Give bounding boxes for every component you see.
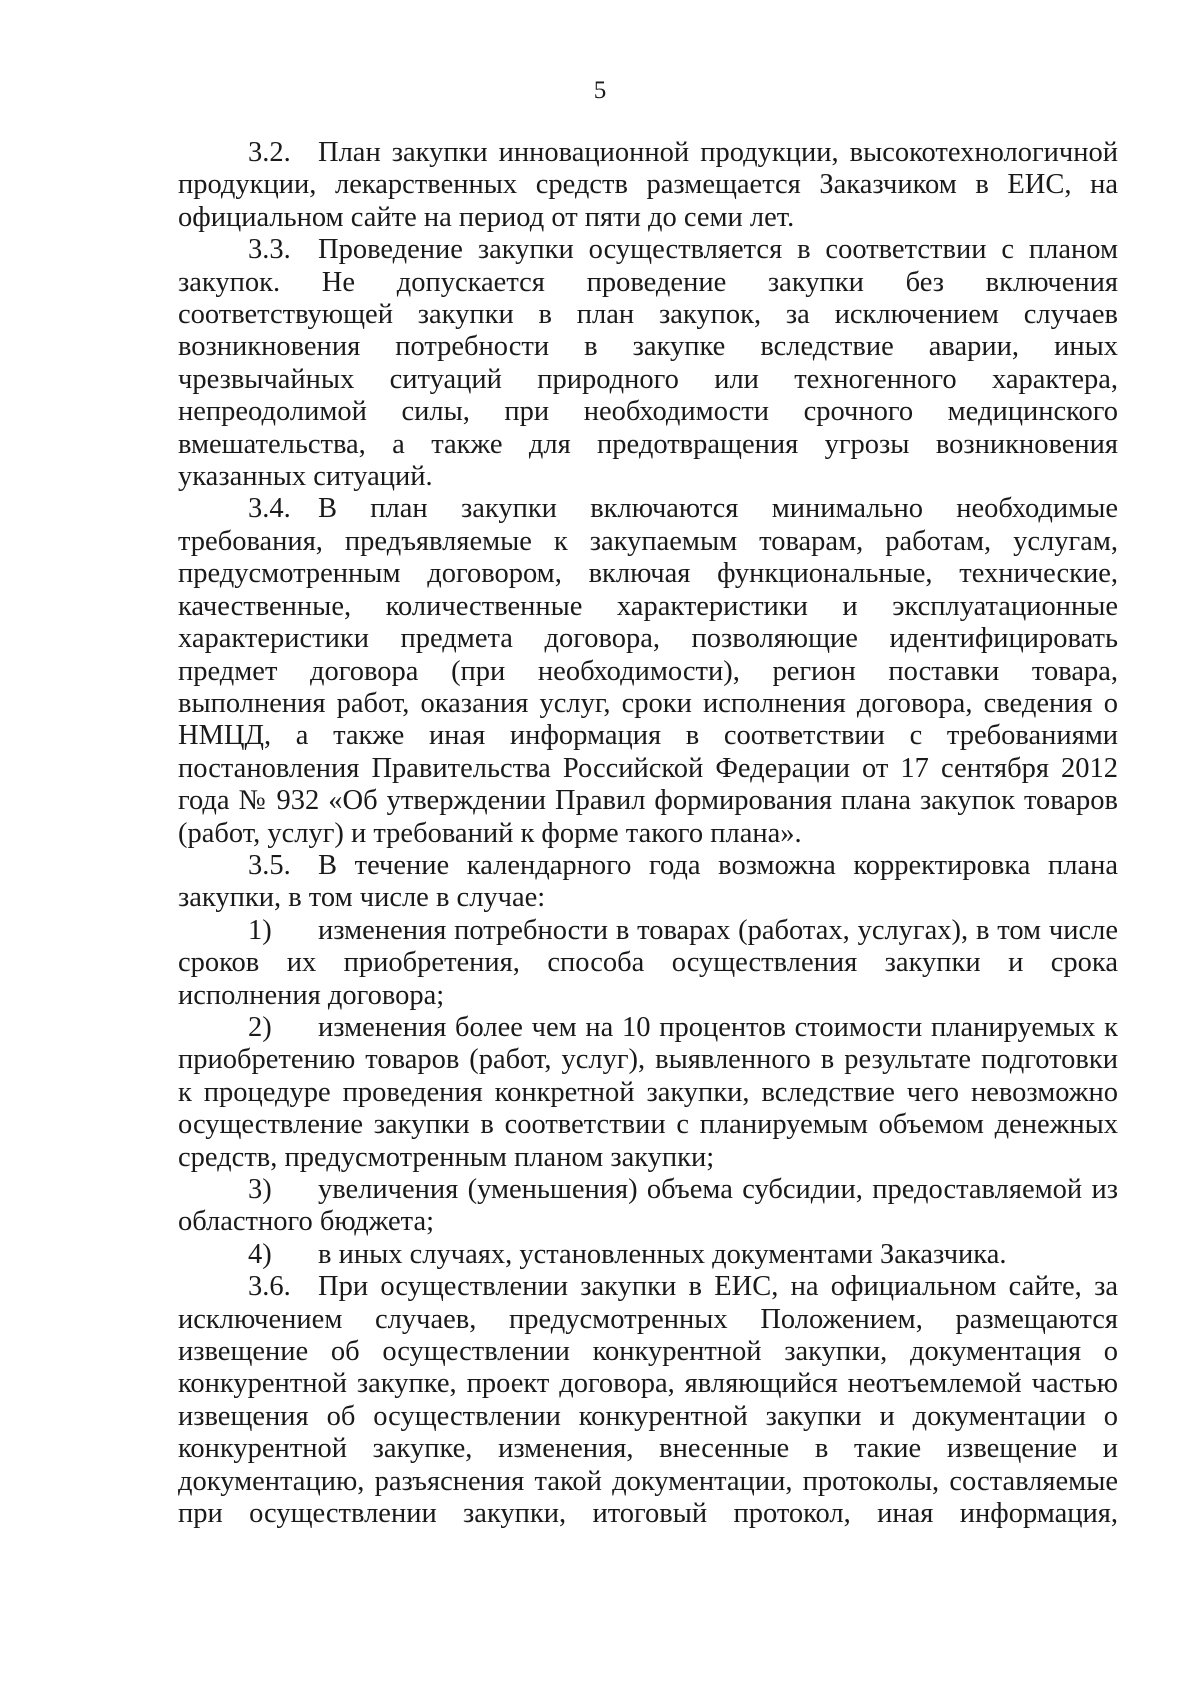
- paragraph-3-6: [178, 1271, 1118, 1530]
- paragraph-3-4: [178, 493, 1118, 849]
- paragraph-text: При осуществлении закупки в ЕИС, на официальном сайте, за исключением случаев, предусмотренных Положением, размещаются извещение об осуществлении конкурентной закупки, документация о конкурентной закупке, проект договора, являющийся неотъемлемой частью извещения об осуществлении конкурентной закупки и документации о конкурентной закупке, изменения, внесенные в такие извещение и документацию, разъяснения такой документации, протоколы, составляемые при осуществлении закупки, итоговый протокол, иная информация,: [178, 1271, 1118, 1530]
- page-number: 5: [593, 77, 607, 104]
- list-item-4: [178, 1239, 1118, 1271]
- list-item-text: изменения более чем на 10 процентов стоимости планируемых к приобретению товаров (работ, услуг), выявленного в результате подготовки к процедуре проведения конкретной закупки, вследствие чего невозможно осуществление закупки в соответствии с планируемым объемом денежных средств, предусмотренным планом закупки;: [178, 1011, 1118, 1173]
- paragraph-text: В план закупки включаются минимально необходимые требования, предъявляемые к закупаемым товарам, работам, услугам, предусмотренным договором, включая функциональные, технические, качественные, количественные характеристики и эксплуатационные характеристики предмета договора, позволяющие идентифицировать предмет договора (при необходимости), регион поставки товара, выполнения работ, оказания услуг, сроки исполнения договора, сведения о НМЦД, а также иная информация в соответствии с требованиями постановления Правительства Российской Федерации от 17 сентября 2012 года № 932 «Об утверждении Правил формирования плана закупок товаров (работ, услуг) и требований к форме такого плана».: [178, 493, 1118, 849]
- list-item-number: 3): [248, 1174, 272, 1205]
- list-item-1: [178, 915, 1118, 1012]
- paragraph-text: Проведение закупки осуществляется в соответствии с планом закупок. Не допускается проведение закупки без включения соответствующей закупки в план закупок, за исключением случаев возникновения потребности в закупке вследствие аварии, иных чрезвычайных ситуаций природного или техногенного характера, непреодолимой силы, при необходимости срочного медицинского вмешательства, а также для предотвращения угрозы возникновения указанных ситуаций.: [178, 234, 1118, 493]
- paragraph-number: 3.3.: [248, 234, 291, 266]
- list-item-number: 1): [248, 914, 272, 946]
- list-item-text: в иных случаях, установленных документами Заказчика.: [318, 1238, 1007, 1270]
- list-item-number: 4): [248, 1238, 272, 1270]
- paragraph-text: План закупки инновационной продукции, высокотехнологичной продукции, лекарственных средств размещается Заказчиком в ЕИС, на официальном сайте на период от пяти до семи лет.: [178, 137, 1118, 233]
- paragraph-3-2: [178, 137, 1118, 234]
- list-item-text: изменения потребности в товарах (работах, услугах), в том числе сроков их приобретения, способа осуществления закупки и срока исполнения договора;: [178, 914, 1118, 1011]
- paragraph-3-5: [178, 850, 1118, 915]
- list-item-text: увеличения (уменьшения) объема субсидии, предоставляемой из областного бюджета;: [178, 1174, 1118, 1238]
- paragraph-number: 3.2.: [248, 137, 291, 168]
- list-item-2: [178, 1012, 1118, 1174]
- list-item-number: 2): [248, 1011, 272, 1043]
- paragraph-number: 3.5.: [248, 849, 291, 881]
- paragraph-3-3: [178, 234, 1118, 493]
- paragraph-number: 3.6.: [248, 1271, 291, 1303]
- list-item-3: [178, 1174, 1118, 1239]
- document-body: [178, 137, 1118, 1530]
- paragraph-text: В течение календарного года возможна корректировка плана закупки, в том числе в случае:: [178, 849, 1118, 914]
- paragraph-number: 3.4.: [248, 493, 291, 525]
